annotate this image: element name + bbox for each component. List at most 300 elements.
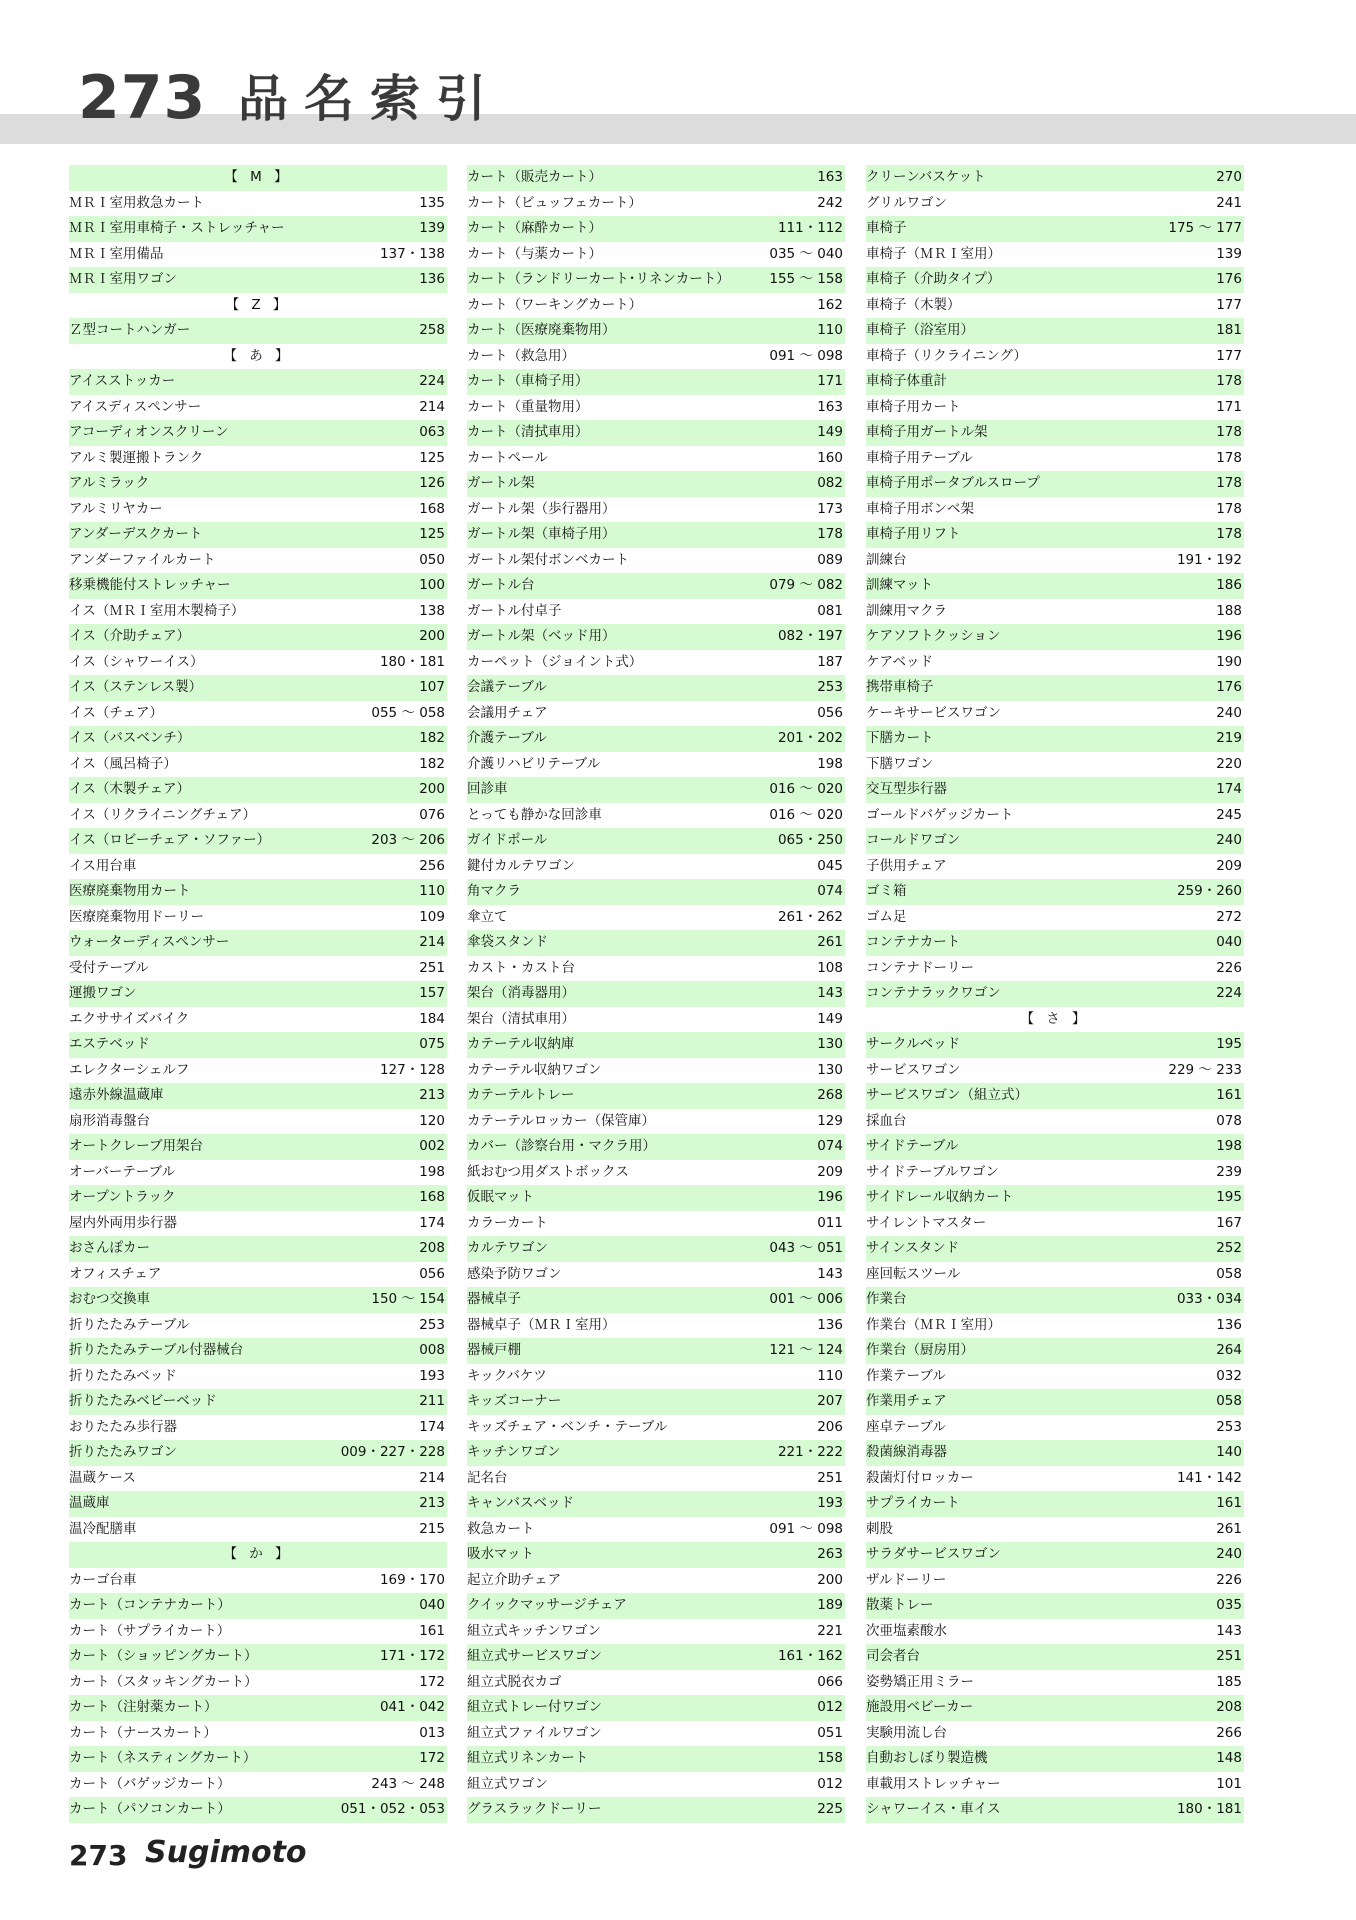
index-entry	[866, 956, 1244, 982]
index-entry	[866, 1440, 1244, 1466]
index-entry	[866, 369, 1244, 395]
entry-page: 126	[419, 475, 445, 491]
index-entry	[69, 828, 447, 854]
index-entry	[866, 318, 1244, 344]
entry-page: 016 ～ 020	[769, 781, 843, 797]
entry-page: 178	[1216, 449, 1242, 466]
index-entry	[69, 1185, 447, 1211]
index-entry	[69, 548, 447, 574]
entry-name: 車椅子用テーブル	[866, 449, 973, 466]
entry-name: 座回転スツール	[866, 1265, 961, 1282]
section-header	[866, 1007, 1244, 1033]
entry-page: 224	[1216, 985, 1242, 1001]
index-entry	[69, 216, 447, 242]
entry-name: 散薬トレー	[866, 1597, 934, 1613]
index-entry	[467, 905, 845, 931]
entry-name: アルミリヤカー	[69, 500, 163, 517]
index-entry	[866, 1644, 1244, 1670]
entry-name: ザルドーリー	[866, 1571, 947, 1588]
entry-name: 採血台	[866, 1112, 907, 1129]
entry-page: 221	[817, 1622, 843, 1639]
entry-name: サービスワゴン	[866, 1061, 961, 1078]
entry-name: 姿勢矯正用ミラー	[866, 1673, 974, 1690]
entry-name: カート（ランドリーカート･リネンカート）	[467, 271, 730, 287]
index-entry	[69, 1134, 447, 1160]
index-entry	[467, 216, 845, 242]
entry-page: 178	[1216, 475, 1242, 491]
entry-name: 刺股	[866, 1520, 893, 1537]
index-entry	[866, 854, 1244, 880]
entry-page: 214	[419, 1469, 445, 1486]
entry-name: カート（救急用）	[467, 347, 575, 364]
index-entry	[866, 242, 1244, 268]
entry-name: 医療廃棄物用カート	[69, 883, 191, 899]
entry-name: サービスワゴン（組立式）	[866, 1087, 1028, 1103]
entry-page: 177	[1216, 347, 1242, 364]
entry-page: 143	[817, 1265, 843, 1282]
section-header-label: 【 あ 】	[223, 347, 293, 364]
index-entry	[69, 242, 447, 268]
index-entry	[69, 395, 447, 421]
index-entry	[69, 1568, 447, 1594]
entry-name: 殺菌線消毒器	[866, 1444, 947, 1460]
entry-page: 215	[419, 1520, 445, 1537]
entry-name: 車椅子（ＭＲＩ室用）	[866, 245, 1001, 262]
entry-name: 車椅子体重計	[866, 373, 947, 389]
entry-name: カテーテルロッカー（保管庫）	[467, 1112, 656, 1129]
entry-page: 174	[419, 1418, 445, 1435]
index-entry	[467, 803, 845, 829]
entry-name: おさんぽカー	[69, 1240, 150, 1256]
index-entry	[467, 879, 845, 905]
index-entry	[866, 905, 1244, 931]
index-entry	[69, 1721, 447, 1747]
entry-name: カート（サプライカート）	[69, 1622, 231, 1639]
index-entry	[866, 471, 1244, 497]
index-entry	[69, 675, 447, 701]
index-entry	[69, 318, 447, 344]
index-entry	[69, 1236, 447, 1262]
entry-name: カート（注射薬カート）	[69, 1699, 218, 1715]
entry-name: 座卓テーブル	[866, 1418, 946, 1435]
index-entry	[866, 1083, 1244, 1109]
index-entry	[467, 522, 845, 548]
entry-page: 148	[1216, 1750, 1242, 1766]
entry-name: カート（車椅子用）	[467, 373, 589, 389]
entry-page: 160	[817, 449, 843, 466]
index-entry	[467, 1772, 845, 1798]
entry-page: 200	[817, 1571, 843, 1588]
entry-page: 008	[419, 1342, 445, 1358]
entry-page: 256	[419, 857, 445, 874]
entry-page: 207	[817, 1393, 843, 1409]
index-entry	[866, 650, 1244, 676]
index-entry	[69, 1517, 447, 1543]
entry-page: 195	[1216, 1036, 1242, 1052]
entry-name: 仮眠マット	[467, 1189, 534, 1205]
section-header-label: 【 Z 】	[225, 296, 291, 313]
index-entry	[866, 777, 1244, 803]
entry-page: 143	[817, 985, 843, 1001]
entry-name: 折りたたみベビーベッド	[69, 1393, 217, 1409]
entry-page: 178	[1216, 424, 1242, 440]
entry-page: 229 ～ 233	[1168, 1061, 1242, 1078]
entry-name: カート（麻酔カート）	[467, 220, 602, 236]
entry-name: おむつ交換車	[69, 1291, 150, 1307]
index-entry	[467, 930, 845, 956]
entry-page: 050	[419, 551, 445, 568]
entry-page: 226	[1216, 959, 1242, 976]
entry-name: ガートル付卓子	[467, 602, 562, 619]
entry-name: コンテナラックワゴン	[866, 985, 1001, 1001]
index-entry	[69, 1211, 447, 1237]
index-entry	[69, 1772, 447, 1798]
entry-name: 組立式ワゴン	[467, 1775, 548, 1792]
entry-name: サプライカート	[866, 1495, 960, 1511]
index-entry	[467, 1058, 845, 1084]
entry-name: グリルワゴン	[866, 194, 947, 211]
index-entry	[866, 1593, 1244, 1619]
index-entry	[69, 701, 447, 727]
index-entry	[69, 1619, 447, 1645]
index-entry	[69, 1160, 447, 1186]
index-entry	[467, 599, 845, 625]
entry-page: 033・034	[1176, 1291, 1242, 1307]
index-entry	[69, 1364, 447, 1390]
entry-name: 組立式ファイルワゴン	[467, 1724, 602, 1741]
section-header	[69, 344, 447, 370]
entry-name: カラーカート	[467, 1214, 548, 1231]
index-entry	[467, 1160, 845, 1186]
entry-page: 171・172	[379, 1648, 445, 1664]
entry-page: 012	[817, 1775, 843, 1792]
entry-name: カート（ネスティングカート）	[69, 1750, 257, 1766]
entry-name: 組立式トレー付ワゴン	[467, 1699, 602, 1715]
index-entry	[69, 1287, 447, 1313]
index-entry	[467, 548, 845, 574]
entry-page: 169・170	[379, 1571, 445, 1588]
entry-name: 温蔵ケース	[69, 1469, 136, 1486]
index-entry	[69, 599, 447, 625]
entry-page: 079 ～ 082	[769, 577, 843, 593]
entry-page: 043 ～ 051	[769, 1240, 843, 1256]
index-entry	[866, 522, 1244, 548]
entry-name: クリーンバスケット	[866, 169, 986, 185]
entry-name: 訓練台	[866, 551, 907, 568]
entry-name: ＭＲＩ室用車椅子・ストレッチャー	[69, 220, 285, 236]
entry-page: 182	[419, 730, 445, 746]
entry-page: 225	[817, 1801, 843, 1817]
entry-page: 240	[1216, 832, 1242, 848]
index-entry	[866, 293, 1244, 319]
index-entry	[467, 267, 845, 293]
entry-name: アルミ製運搬トランク	[69, 449, 204, 466]
entry-page: 176	[1216, 271, 1242, 287]
index-entry	[866, 828, 1244, 854]
index-entry	[866, 344, 1244, 370]
entry-page: 013	[419, 1724, 445, 1741]
index-entry	[866, 1109, 1244, 1135]
entry-name: アンダーファイルカート	[69, 551, 216, 568]
entry-name: ガートル架	[467, 475, 535, 491]
entry-page: 270	[1216, 169, 1242, 185]
index-entry	[467, 1389, 845, 1415]
entry-name: 吸水マット	[467, 1546, 534, 1562]
index-entry	[467, 1746, 845, 1772]
entry-name: とっても静かな回診車	[467, 806, 602, 823]
entry-page: 203 ～ 206	[371, 832, 445, 848]
entry-name: ガートル台	[467, 577, 535, 593]
entry-name: 作業テーブル	[866, 1367, 946, 1384]
entry-name: カート（ワーキングカート）	[467, 296, 643, 313]
entry-name: 架台（消毒器用）	[467, 985, 575, 1001]
entry-name: 携帯車椅子	[866, 679, 934, 695]
entry-name: 組立式キッチンワゴン	[467, 1622, 602, 1639]
index-entry	[866, 1134, 1244, 1160]
index-entry	[69, 956, 447, 982]
index-entry	[866, 573, 1244, 599]
entry-page: 041・042	[379, 1699, 445, 1715]
entry-name: 折りたたみワゴン	[69, 1444, 177, 1460]
index-entry	[866, 1695, 1244, 1721]
entry-page: 158	[817, 1750, 843, 1766]
entry-page: 171	[1216, 398, 1242, 415]
index-entry	[866, 267, 1244, 293]
entry-page: 190	[1216, 653, 1242, 670]
entry-page: 089	[817, 551, 843, 568]
index-entry	[866, 803, 1244, 829]
entry-name: カート（バゲッジカート）	[69, 1775, 231, 1792]
entry-name: 鍵付カルテワゴン	[467, 857, 575, 874]
index-entry	[69, 1466, 447, 1492]
index-entry	[69, 752, 447, 778]
entry-name: 交互型歩行器	[866, 781, 947, 797]
entry-page: 127・128	[379, 1061, 445, 1078]
index-entry	[467, 1313, 845, 1339]
entry-page: 082	[817, 475, 843, 491]
entry-page: 167	[1216, 1214, 1242, 1231]
index-entry	[467, 1670, 845, 1696]
entry-name: 救急カート	[467, 1520, 535, 1537]
index-entry	[467, 1440, 845, 1466]
entry-name: ケアソフトクッション	[866, 628, 1001, 644]
entry-page: 125	[419, 526, 445, 542]
entry-page: 251	[1216, 1648, 1242, 1664]
entry-name: 医療廃棄物用ドーリー	[69, 908, 204, 925]
entry-page: 139	[1216, 245, 1242, 262]
entry-page: 107	[419, 679, 445, 695]
entry-name: ＭＲＩ室用備品	[69, 245, 164, 262]
entry-page: 272	[1216, 908, 1242, 925]
entry-name: エステベッド	[69, 1036, 150, 1052]
entry-page: 178	[1216, 526, 1242, 542]
index-entry	[866, 675, 1244, 701]
entry-name: カート（パソコンカート）	[69, 1801, 231, 1817]
index-entry	[866, 1466, 1244, 1492]
index-entry	[467, 701, 845, 727]
entry-name: 移乗機能付ストレッチャー	[69, 577, 231, 593]
entry-name: 車椅子（介助タイプ）	[866, 271, 1001, 287]
entry-name: 作業台	[866, 1291, 907, 1307]
entry-name: イス（木製チェア）	[69, 781, 190, 797]
index-entry	[467, 1568, 845, 1594]
entry-page: 078	[1216, 1112, 1242, 1129]
entry-name: イス（ロビーチェア・ソファー）	[69, 832, 271, 848]
entry-name: カテーテルトレー	[467, 1087, 575, 1103]
entry-name: 会議テーブル	[467, 679, 547, 695]
entry-name: エレクターシェルフ	[69, 1061, 190, 1078]
entry-name: 温蔵庫	[69, 1495, 110, 1511]
entry-page: 211	[419, 1393, 445, 1409]
entry-name: 組立式脱衣カゴ	[467, 1673, 562, 1690]
entry-page: 180・181	[1176, 1801, 1242, 1817]
index-entry	[866, 1568, 1244, 1594]
section-header-label: 【 か 】	[223, 1546, 293, 1562]
entry-page: 129	[817, 1112, 843, 1129]
index-entry	[69, 1389, 447, 1415]
entry-name: イス（ＭＲＩ室用木製椅子）	[69, 602, 245, 619]
index-entry	[467, 675, 845, 701]
entry-page: 075	[419, 1036, 445, 1052]
entry-page: 224	[419, 373, 445, 389]
index-entry	[69, 1007, 447, 1033]
entry-page: 242	[817, 194, 843, 211]
index-entry	[866, 726, 1244, 752]
entry-page: 163	[817, 169, 843, 185]
entry-name: 温冷配膳車	[69, 1520, 137, 1537]
entry-name: イス（チェア）	[69, 704, 163, 721]
index-entry	[69, 420, 447, 446]
entry-page: 162	[817, 296, 843, 313]
entry-page: 155 ～ 158	[769, 271, 843, 287]
entry-name: 下膳カート	[866, 730, 934, 746]
entry-page: 196	[1216, 628, 1242, 644]
entry-name: 折りたたみベッド	[69, 1367, 177, 1384]
index-entry	[467, 369, 845, 395]
entry-page: 198	[419, 1163, 445, 1180]
entry-page: 172	[419, 1673, 445, 1690]
index-entry	[467, 344, 845, 370]
entry-name: ケーキサービスワゴン	[866, 704, 1001, 721]
index-entry	[69, 981, 447, 1007]
entry-name: カート（ショッピングカート）	[69, 1648, 258, 1664]
entry-name: 訓練用マクラ	[866, 602, 947, 619]
index-entry	[69, 1593, 447, 1619]
entry-name: 司会者台	[866, 1648, 920, 1664]
index-entry	[69, 1415, 447, 1441]
entry-name: 介護リハビリテーブル	[467, 755, 601, 772]
header-page-number: 273	[78, 63, 207, 133]
entry-page: 011	[817, 1214, 843, 1231]
index-entry	[69, 1313, 447, 1339]
entry-page: 082・197	[777, 628, 843, 644]
entry-page: 130	[817, 1061, 843, 1078]
entry-name: 作業用チェア	[866, 1393, 947, 1409]
entry-name: イス用台車	[69, 857, 137, 874]
entry-page: 193	[419, 1367, 445, 1384]
entry-page: 063	[419, 424, 445, 440]
entry-name: サイドレール収納カート	[866, 1189, 1014, 1205]
entry-page: 130	[817, 1036, 843, 1052]
index-entry	[69, 624, 447, 650]
entry-name: カーゴ台車	[69, 1571, 137, 1588]
entry-page: 251	[419, 959, 445, 976]
entry-name: サイドテーブル	[866, 1138, 959, 1154]
index-entry	[866, 165, 1244, 191]
entry-page: 111・112	[777, 220, 843, 236]
index-entry	[467, 1185, 845, 1211]
entry-name: ゴールドバゲッジカート	[866, 806, 1014, 823]
entry-name: ゴム足	[866, 908, 907, 925]
entry-page: 176	[1216, 679, 1242, 695]
entry-name: 車椅子	[866, 220, 907, 236]
entry-name: ウォーターディスペンサー	[69, 934, 230, 950]
entry-name: サークルベッド	[866, 1036, 961, 1052]
index-entry	[467, 1415, 845, 1441]
index-entry	[467, 1619, 845, 1645]
entry-page: 208	[1216, 1699, 1242, 1715]
entry-name: カルテワゴン	[467, 1240, 548, 1256]
index-entry	[866, 930, 1244, 956]
entry-name: 遠赤外線温蔵庫	[69, 1087, 164, 1103]
index-entry	[467, 1491, 845, 1517]
index-entry	[467, 1134, 845, 1160]
entry-page: 253	[1216, 1418, 1242, 1435]
section-header-label: 【 M 】	[224, 169, 292, 185]
index-entry	[69, 471, 447, 497]
entry-name: アンダーデスクカート	[69, 526, 203, 542]
entry-page: 208	[419, 1240, 445, 1256]
entry-page: 136	[419, 271, 445, 287]
entry-name: アコーディオンスクリーン	[69, 424, 229, 440]
index-entry	[467, 1695, 845, 1721]
entry-name: ガートル架（歩行器用）	[467, 500, 616, 517]
entry-page: 138	[419, 602, 445, 619]
entry-name: カートペール	[467, 449, 548, 466]
entry-page: 100	[419, 577, 445, 593]
index-entry	[467, 1644, 845, 1670]
entry-name: 器械卓子（ＭＲＩ室用）	[467, 1316, 616, 1333]
index-column-3	[866, 165, 1244, 1823]
index-entry	[467, 1007, 845, 1033]
index-entry	[69, 497, 447, 523]
entry-name: カスト・カスト台	[467, 959, 575, 976]
entry-name: アルミラック	[69, 475, 150, 491]
entry-page: 184	[419, 1010, 445, 1027]
entry-page: 120	[419, 1112, 445, 1129]
entry-page: 121 ～ 124	[769, 1342, 843, 1358]
entry-page: 263	[817, 1546, 843, 1562]
entry-name: カーペット（ジョイント式）	[467, 653, 643, 670]
entry-name: コンテナカート	[866, 934, 961, 950]
index-entry	[866, 1185, 1244, 1211]
entry-name: 殺菌灯付ロッカー	[866, 1469, 974, 1486]
entry-page: 056	[817, 704, 843, 721]
entry-name: カート（販売カート）	[467, 169, 602, 185]
entry-page: 221・222	[777, 1444, 843, 1460]
index-entry	[467, 293, 845, 319]
index-entry	[866, 1236, 1244, 1262]
index-entry	[866, 624, 1244, 650]
index-entry	[866, 1032, 1244, 1058]
entry-page: 161	[1216, 1087, 1242, 1103]
entry-name: 器械戸棚	[467, 1342, 521, 1358]
index-entry	[467, 1721, 845, 1747]
entry-name: コンテナドーリー	[866, 959, 974, 976]
entry-page: 163	[817, 398, 843, 415]
entry-page: 213	[419, 1495, 445, 1511]
index-entry	[467, 726, 845, 752]
